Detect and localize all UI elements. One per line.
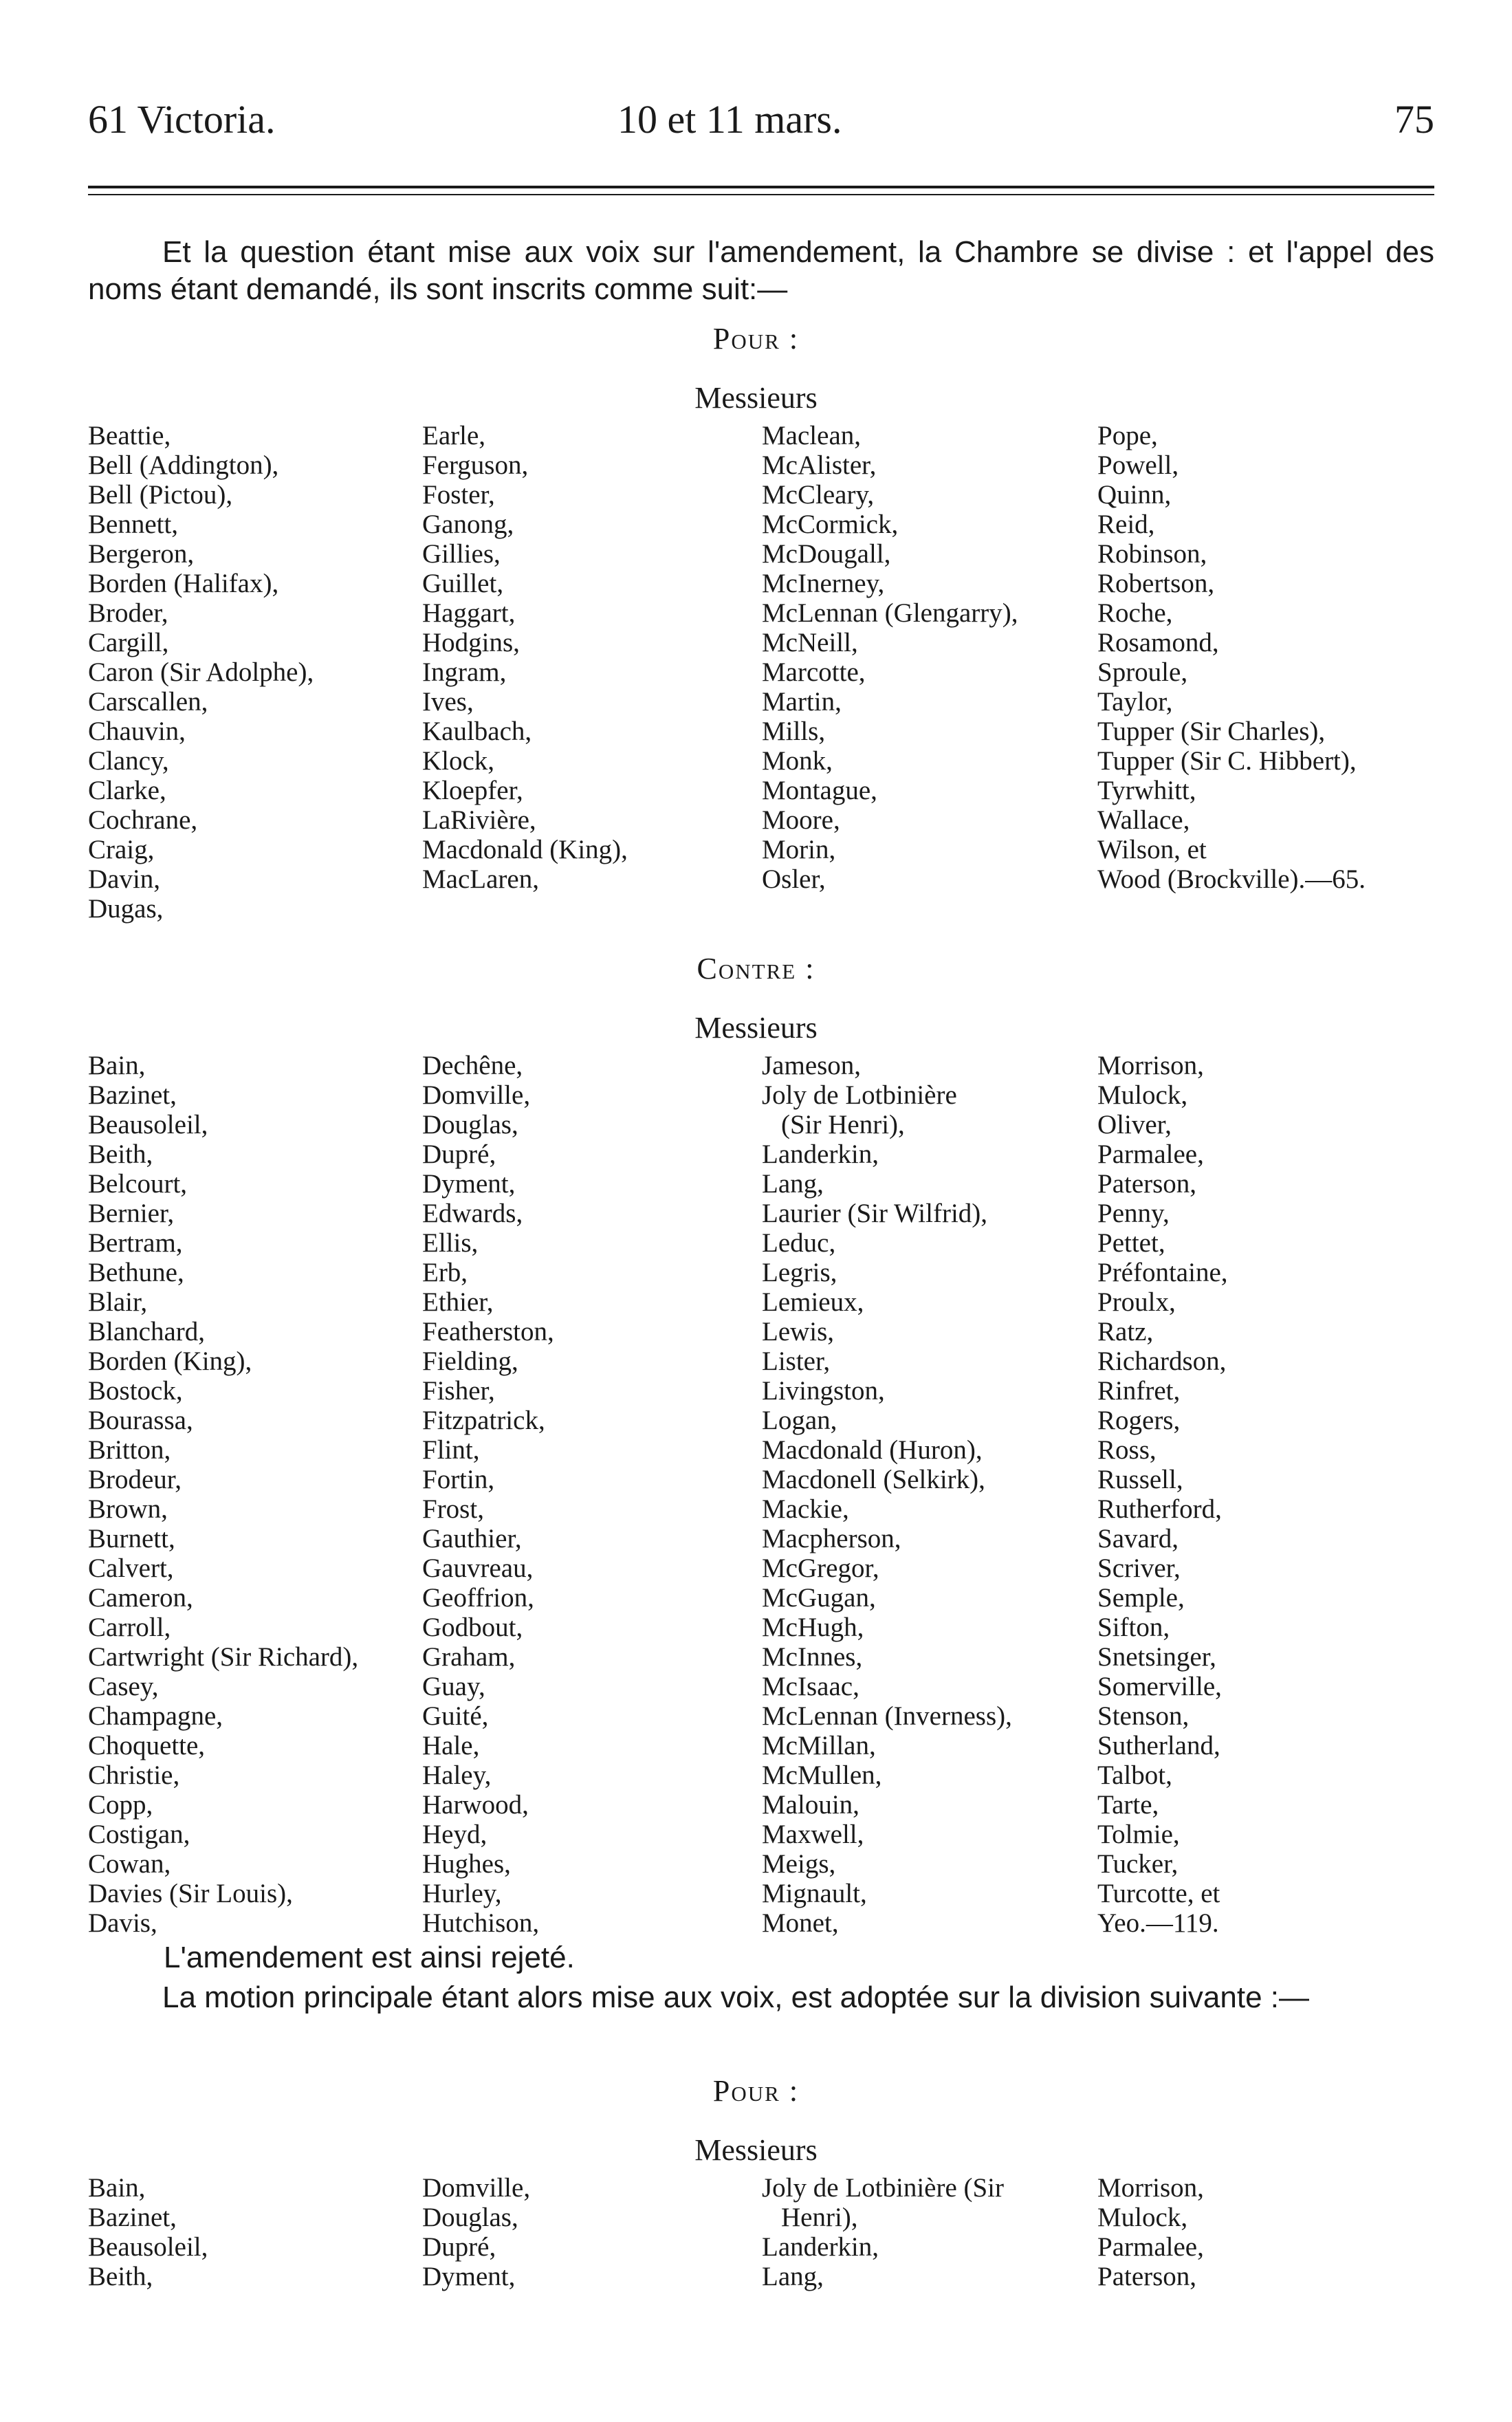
member-name: Gauthier, bbox=[422, 1524, 522, 1553]
member-name: Burnett, bbox=[88, 1524, 175, 1553]
member-name: Préfontaine, bbox=[1097, 1258, 1228, 1287]
name-column bbox=[1097, 2173, 1434, 2291]
member-name: Tupper (Sir C. Hibbert), bbox=[1097, 746, 1357, 776]
member-name: Ganong, bbox=[422, 510, 514, 539]
name-column bbox=[1097, 1051, 1434, 1938]
member-name: Marcotte, bbox=[762, 657, 866, 687]
member-name: Heyd, bbox=[422, 1820, 487, 1849]
member-name: Kloepfer, bbox=[422, 776, 523, 805]
member-name: Guité, bbox=[422, 1701, 489, 1731]
member-name: Lemieux, bbox=[762, 1287, 864, 1317]
member-name: Carroll, bbox=[88, 1613, 171, 1642]
header-rule-thick bbox=[88, 186, 1434, 188]
member-name: Mignault, bbox=[762, 1879, 867, 1908]
member-name: Champagne, bbox=[88, 1701, 223, 1731]
member-name: Guay, bbox=[422, 1672, 485, 1701]
member-name: Monk, bbox=[762, 746, 833, 776]
member-name: Godbout, bbox=[422, 1613, 523, 1642]
member-name: Foster, bbox=[422, 480, 495, 510]
member-name: Powell, bbox=[1097, 450, 1179, 480]
member-name: Haley, bbox=[422, 1760, 492, 1790]
member-name: Hodgins, bbox=[422, 628, 520, 657]
member-name: McCormick, bbox=[762, 510, 899, 539]
member-name: Brodeur, bbox=[88, 1465, 182, 1494]
member-name: (Sir Henri), bbox=[781, 1110, 905, 1139]
member-name: Craig, bbox=[88, 835, 155, 864]
member-name: Mulock, bbox=[1097, 1080, 1188, 1110]
member-name: McInnes, bbox=[762, 1642, 863, 1672]
member-name: Bertram, bbox=[88, 1228, 183, 1258]
member-name: Bazinet, bbox=[88, 2203, 177, 2232]
name-column bbox=[422, 1051, 756, 1938]
member-name: Bain, bbox=[88, 1051, 146, 1080]
member-name: Macdonald (King), bbox=[422, 835, 628, 864]
member-name: Casey, bbox=[88, 1672, 159, 1701]
member-name: Brown, bbox=[88, 1494, 168, 1524]
name-column bbox=[756, 421, 1097, 924]
member-name: Dugas, bbox=[88, 894, 164, 924]
member-name: Ellis, bbox=[422, 1228, 479, 1258]
member-name: Bennett, bbox=[88, 510, 179, 539]
member-name: Blanchard, bbox=[88, 1317, 206, 1346]
member-name: Tarte, bbox=[1097, 1790, 1159, 1820]
member-name: Proulx, bbox=[1097, 1287, 1176, 1317]
member-name: Macdonell (Selkirk), bbox=[762, 1465, 985, 1494]
member-name: Blair, bbox=[88, 1287, 148, 1317]
member-name: Gillies, bbox=[422, 539, 501, 569]
name-column bbox=[88, 2173, 422, 2291]
member-name: Scriver, bbox=[1097, 1553, 1181, 1583]
member-name: Beith, bbox=[88, 1139, 153, 1169]
messieurs-heading-1: Messieurs bbox=[694, 381, 818, 415]
member-name: Gauvreau, bbox=[422, 1553, 534, 1583]
member-name: Cargill, bbox=[88, 628, 169, 657]
member-name: Malouin, bbox=[762, 1790, 859, 1820]
member-name: Robertson, bbox=[1097, 569, 1215, 598]
member-name: Tucker, bbox=[1097, 1849, 1179, 1879]
member-name: McLennan (Glengarry), bbox=[762, 598, 1018, 628]
member-name: Osler, bbox=[762, 864, 826, 894]
member-name: Hale, bbox=[422, 1731, 480, 1760]
member-name: Cartwright (Sir Richard), bbox=[88, 1642, 359, 1672]
member-name: Paterson, bbox=[1097, 2262, 1197, 2291]
member-name: McGregor, bbox=[762, 1553, 879, 1583]
member-name: Haggart, bbox=[422, 598, 516, 628]
member-name: Maxwell, bbox=[762, 1820, 864, 1849]
member-name: Mills, bbox=[762, 717, 826, 746]
member-name: Bell (Addington), bbox=[88, 450, 279, 480]
messieurs-heading-3: Messieurs bbox=[694, 2133, 818, 2167]
header-date: 10 et 11 mars. bbox=[617, 97, 842, 142]
member-name: Edwards, bbox=[422, 1199, 523, 1228]
member-name: Yeo.—119. bbox=[1097, 1908, 1219, 1938]
member-name: Dupré, bbox=[422, 1139, 496, 1169]
member-name: Harwood, bbox=[422, 1790, 529, 1820]
member-name: Lister, bbox=[762, 1346, 831, 1376]
member-name: McHugh, bbox=[762, 1613, 864, 1642]
member-name: Cochrane, bbox=[88, 805, 198, 835]
member-name: Lang, bbox=[762, 1169, 824, 1199]
member-name: Sproule, bbox=[1097, 657, 1188, 687]
member-name: Ferguson, bbox=[422, 450, 529, 480]
member-name: Beattie, bbox=[88, 421, 171, 450]
header-session: 61 Victoria. bbox=[88, 97, 276, 142]
member-name: Geoffrion, bbox=[422, 1583, 534, 1613]
member-name: Laurier (Sir Wilfrid), bbox=[762, 1199, 988, 1228]
member-name: Borden (King), bbox=[88, 1346, 252, 1376]
running-header bbox=[88, 96, 1434, 144]
member-name: Paterson, bbox=[1097, 1169, 1197, 1199]
member-name: Klock, bbox=[422, 746, 495, 776]
member-name: Martin, bbox=[762, 687, 842, 717]
member-name: Meigs, bbox=[762, 1849, 836, 1879]
member-name: Rutherford, bbox=[1097, 1494, 1222, 1524]
rejection-paragraph: L'amendement est ainsi rejeté. bbox=[164, 1941, 575, 1974]
member-name: Henri), bbox=[781, 2203, 858, 2232]
member-name: Bostock, bbox=[88, 1376, 183, 1406]
member-name: Ives, bbox=[422, 687, 474, 717]
member-name: Bell (Pictou), bbox=[88, 480, 233, 510]
member-name: Monet, bbox=[762, 1908, 839, 1938]
member-name: Oliver, bbox=[1097, 1110, 1172, 1139]
member-name: Reid, bbox=[1097, 510, 1155, 539]
intro-paragraph: Et la question étant mise aux voix sur l'amendement, la Chambre se divise : et l'appel des noms étant demandé, ils sont inscrits comme suit:— bbox=[88, 235, 1434, 306]
member-name: Domville, bbox=[422, 2173, 531, 2203]
member-name: Cowan, bbox=[88, 1849, 171, 1879]
name-column bbox=[756, 2173, 1097, 2291]
member-name: Tyrwhitt, bbox=[1097, 776, 1196, 805]
member-name: Legris, bbox=[762, 1258, 837, 1287]
member-name: Leduc, bbox=[762, 1228, 836, 1258]
member-name: Flint, bbox=[422, 1435, 480, 1465]
member-name: Pope, bbox=[1097, 421, 1158, 450]
member-name: Hutchison, bbox=[422, 1908, 540, 1938]
member-name: Carscallen, bbox=[88, 687, 208, 717]
member-name: Morrison, bbox=[1097, 1051, 1204, 1080]
member-name: Jameson, bbox=[762, 1051, 862, 1080]
member-name: Ethier, bbox=[422, 1287, 494, 1317]
member-name: Bain, bbox=[88, 2173, 146, 2203]
member-name: Robinson, bbox=[1097, 539, 1207, 569]
member-name: Borden (Halifax), bbox=[88, 569, 279, 598]
member-name: Roche, bbox=[1097, 598, 1173, 628]
member-name: Savard, bbox=[1097, 1524, 1179, 1553]
member-name: Stenson, bbox=[1097, 1701, 1190, 1731]
member-name: Wood (Brockville).—65. bbox=[1097, 864, 1366, 894]
name-column bbox=[422, 2173, 756, 2291]
member-name: Morin, bbox=[762, 835, 836, 864]
name-column bbox=[756, 1051, 1097, 1938]
member-name: Macdonald (Huron), bbox=[762, 1435, 983, 1465]
member-name: Semple, bbox=[1097, 1583, 1185, 1613]
member-name: Frost, bbox=[422, 1494, 484, 1524]
name-column bbox=[88, 421, 422, 924]
member-name: Broder, bbox=[88, 598, 168, 628]
pour-names-2 bbox=[88, 2173, 1434, 2291]
pour-heading-1: Pour : bbox=[712, 322, 800, 356]
member-name: Ingram, bbox=[422, 657, 507, 687]
member-name: Landerkin, bbox=[762, 2232, 879, 2262]
contre-names bbox=[88, 1051, 1434, 1938]
member-name: Beith, bbox=[88, 2262, 153, 2291]
member-name: Choquette, bbox=[88, 1731, 206, 1760]
member-name: Calvert, bbox=[88, 1553, 174, 1583]
member-name: Richardson, bbox=[1097, 1346, 1227, 1376]
member-name: Sifton, bbox=[1097, 1613, 1170, 1642]
member-name: Davis, bbox=[88, 1908, 157, 1938]
member-name: LaRivière, bbox=[422, 805, 536, 835]
member-name: Penny, bbox=[1097, 1199, 1170, 1228]
member-name: Dupré, bbox=[422, 2232, 496, 2262]
member-name: Erb, bbox=[422, 1258, 468, 1287]
member-name: Logan, bbox=[762, 1406, 837, 1435]
member-name: Mulock, bbox=[1097, 2203, 1188, 2232]
member-name: Kaulbach, bbox=[422, 717, 532, 746]
member-name: Mackie, bbox=[762, 1494, 849, 1524]
member-name: McGugan, bbox=[762, 1583, 876, 1613]
member-name: Bergeron, bbox=[88, 539, 195, 569]
member-name: Clarke, bbox=[88, 776, 166, 805]
member-name: Somerville, bbox=[1097, 1672, 1222, 1701]
page-number: 75 bbox=[1394, 97, 1434, 142]
member-name: Maclean, bbox=[762, 421, 862, 450]
member-name: Douglas, bbox=[422, 1110, 518, 1139]
pour-names-1 bbox=[88, 421, 1434, 924]
name-column bbox=[1097, 421, 1434, 924]
member-name: McIsaac, bbox=[762, 1672, 859, 1701]
member-name: Davies (Sir Louis), bbox=[88, 1879, 293, 1908]
name-column bbox=[88, 1051, 422, 1938]
member-name: McInerney, bbox=[762, 569, 885, 598]
member-name: Tupper (Sir Charles), bbox=[1097, 717, 1326, 746]
header-rule-thin bbox=[88, 194, 1434, 195]
member-name: Livingston, bbox=[762, 1376, 885, 1406]
member-name: Rinfret, bbox=[1097, 1376, 1181, 1406]
member-name: Dechêne, bbox=[422, 1051, 523, 1080]
member-name: Featherston, bbox=[422, 1317, 554, 1346]
member-name: Ratz, bbox=[1097, 1317, 1154, 1346]
member-name: Hughes, bbox=[422, 1849, 511, 1879]
member-name: Cameron, bbox=[88, 1583, 193, 1613]
member-name: Snetsinger, bbox=[1097, 1642, 1216, 1672]
member-name: Pettet, bbox=[1097, 1228, 1165, 1258]
member-name: Tolmie, bbox=[1097, 1820, 1180, 1849]
member-name: Joly de Lotbinière (Sir bbox=[762, 2173, 1005, 2203]
member-name: Fielding, bbox=[422, 1346, 518, 1376]
contre-heading: Contre : bbox=[697, 952, 815, 985]
member-name: Quinn, bbox=[1097, 480, 1172, 510]
member-name: Bernier, bbox=[88, 1199, 175, 1228]
messieurs-heading-2: Messieurs bbox=[694, 1011, 818, 1045]
member-name: Rogers, bbox=[1097, 1406, 1181, 1435]
member-name: McMullen, bbox=[762, 1760, 882, 1790]
member-name: Ross, bbox=[1097, 1435, 1157, 1465]
member-name: Douglas, bbox=[422, 2203, 518, 2232]
member-name: Bourassa, bbox=[88, 1406, 193, 1435]
member-name: Wallace, bbox=[1097, 805, 1190, 835]
member-name: Fisher, bbox=[422, 1376, 495, 1406]
member-name: Bethune, bbox=[88, 1258, 184, 1287]
member-name: McMillan, bbox=[762, 1731, 876, 1760]
member-name: Morrison, bbox=[1097, 2173, 1204, 2203]
member-name: Lewis, bbox=[762, 1317, 835, 1346]
member-name: Earle, bbox=[422, 421, 486, 450]
member-name: Landerkin, bbox=[762, 1139, 879, 1169]
member-name: Copp, bbox=[88, 1790, 153, 1820]
member-name: MacLaren, bbox=[422, 864, 539, 894]
member-name: Turcotte, et bbox=[1097, 1879, 1220, 1908]
member-name: Christie, bbox=[88, 1760, 180, 1790]
member-name: Britton, bbox=[88, 1435, 171, 1465]
member-name: Moore, bbox=[762, 805, 840, 835]
member-name: Fitzpatrick, bbox=[422, 1406, 545, 1435]
member-name: McAlister, bbox=[762, 450, 877, 480]
member-name: Guillet, bbox=[422, 569, 504, 598]
member-name: Beausoleil, bbox=[88, 2232, 208, 2262]
member-name: Parmalee, bbox=[1097, 1139, 1204, 1169]
member-name: McDougall, bbox=[762, 539, 891, 569]
member-name: Graham, bbox=[422, 1642, 516, 1672]
member-name: McLennan (Inverness), bbox=[762, 1701, 1012, 1731]
name-column bbox=[422, 421, 756, 924]
member-name: Caron (Sir Adolphe), bbox=[88, 657, 314, 687]
member-name: Rosamond, bbox=[1097, 628, 1219, 657]
member-name: Beausoleil, bbox=[88, 1110, 208, 1139]
member-name: Sutherland, bbox=[1097, 1731, 1220, 1760]
member-name: Montague, bbox=[762, 776, 877, 805]
member-name: Joly de Lotbinière bbox=[762, 1080, 957, 1110]
member-name: Fortin, bbox=[422, 1465, 495, 1494]
pour-heading-2: Pour : bbox=[712, 2074, 800, 2108]
member-name: Talbot, bbox=[1097, 1760, 1172, 1790]
member-name: Parmalee, bbox=[1097, 2232, 1204, 2262]
member-name: Clancy, bbox=[88, 746, 169, 776]
motion-paragraph: La motion principale étant alors mise aux voix, est adoptée sur la division suivante :— bbox=[162, 1981, 1309, 2014]
member-name: Dyment, bbox=[422, 1169, 516, 1199]
member-name: Lang, bbox=[762, 2262, 824, 2291]
member-name: Macpherson, bbox=[762, 1524, 901, 1553]
member-name: Belcourt, bbox=[88, 1169, 188, 1199]
member-name: Dyment, bbox=[422, 2262, 516, 2291]
member-name: Domville, bbox=[422, 1080, 531, 1110]
member-name: Taylor, bbox=[1097, 687, 1173, 717]
member-name: Bazinet, bbox=[88, 1080, 177, 1110]
member-name: Wilson, et bbox=[1097, 835, 1207, 864]
member-name: Davin, bbox=[88, 864, 161, 894]
member-name: McNeill, bbox=[762, 628, 858, 657]
member-name: McCleary, bbox=[762, 480, 875, 510]
member-name: Chauvin, bbox=[88, 717, 186, 746]
member-name: Russell, bbox=[1097, 1465, 1183, 1494]
member-name: Costigan, bbox=[88, 1820, 190, 1849]
member-name: Hurley, bbox=[422, 1879, 502, 1908]
